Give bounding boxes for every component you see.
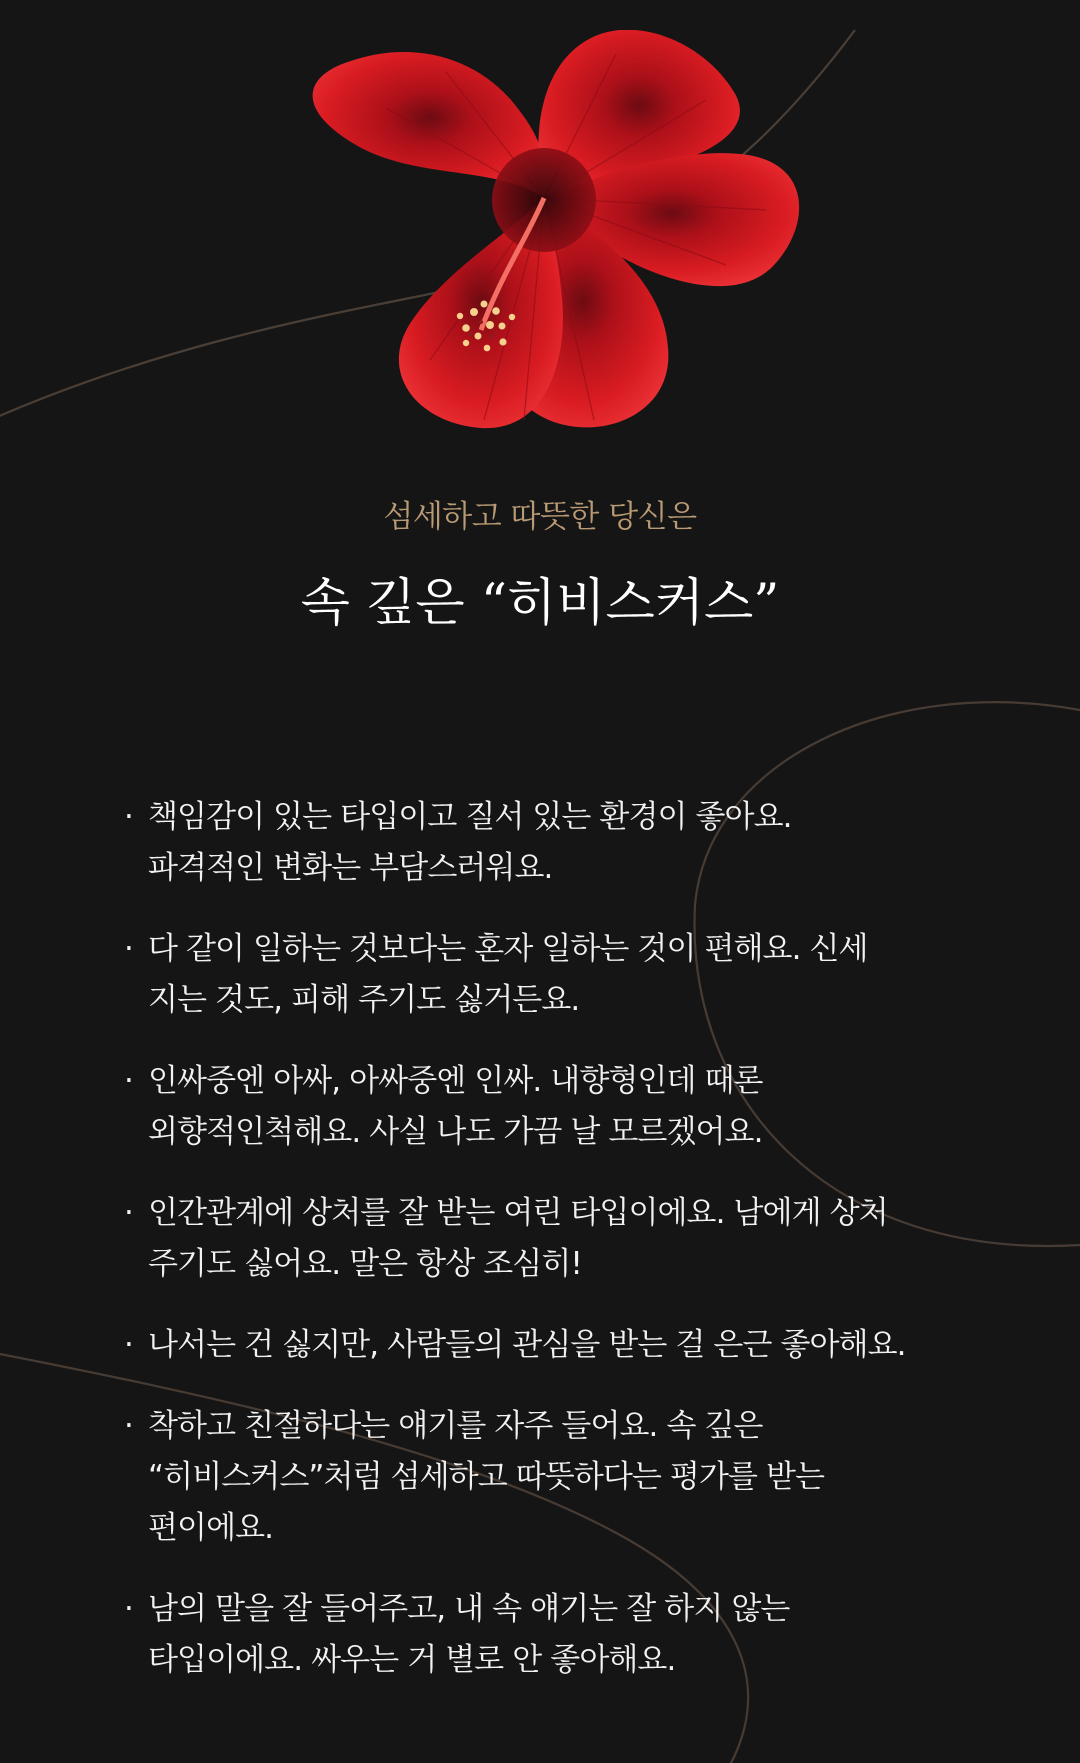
trait-line: 남의 말을 잘 들어주고, 내 속 얘기는 잘 하지 않는 [148,1591,790,1627]
list-item [124,1188,974,1290]
bullet: · [124,799,133,835]
trait-line: 책임감이 있는 타입이고 질서 있는 환경이 좋아요. [148,799,792,835]
list-item [124,924,974,1026]
trait-line: 타입이에요. 싸우는 거 별로 안 좋아해요. [148,1642,676,1678]
trait-line: 인싸중엔 아싸, 아싸중엔 인싸. 내향형인데 때론 [148,1063,763,1099]
trait-line: 지는 것도, 피해 주기도 싫거든요. [148,982,580,1018]
trait-line: 편이에요. [148,1510,274,1546]
hibiscus-flower-icon [276,30,811,450]
trait-line: 외향적인척해요. 사실 나도 가끔 날 모르겠어요. [148,1114,763,1150]
trait-line: 인간관계에 상처를 잘 받는 여린 타입이에요. 남에게 상처 [148,1195,888,1231]
bullet: · [124,1408,133,1444]
trait-line: “히비스커스”처럼 섬세하고 따뜻하다는 평가를 받는 [148,1459,825,1495]
list-item [124,1056,974,1158]
bullet: · [124,1591,133,1627]
bullet: · [124,1063,133,1099]
bullet: · [124,931,133,967]
list-item [124,1401,974,1554]
bullet: · [124,1327,133,1363]
page-subtitle: 섬세하고 따뜻한 당신은 [383,499,697,535]
trait-line: 나서는 건 싫지만, 사람들의 관심을 받는 걸 은근 좋아해요. [148,1327,906,1363]
trait-line: 착하고 친절하다는 얘기를 자주 들어요. 속 깊은 [148,1408,763,1444]
bullet: · [124,1195,133,1231]
trait-list [124,792,974,1716]
list-item [124,1584,974,1686]
list-item [124,792,974,894]
trait-line: 다 같이 일하는 것보다는 혼자 일하는 것이 편해요. 신세 [148,931,868,967]
trait-line: 파격적인 변화는 부담스러워요. [148,850,553,886]
list-item [124,1320,974,1371]
page-title: 속 깊은 “히비스커스” [300,574,780,633]
trait-line: 주기도 싫어요. 말은 항상 조심히! [148,1246,582,1282]
